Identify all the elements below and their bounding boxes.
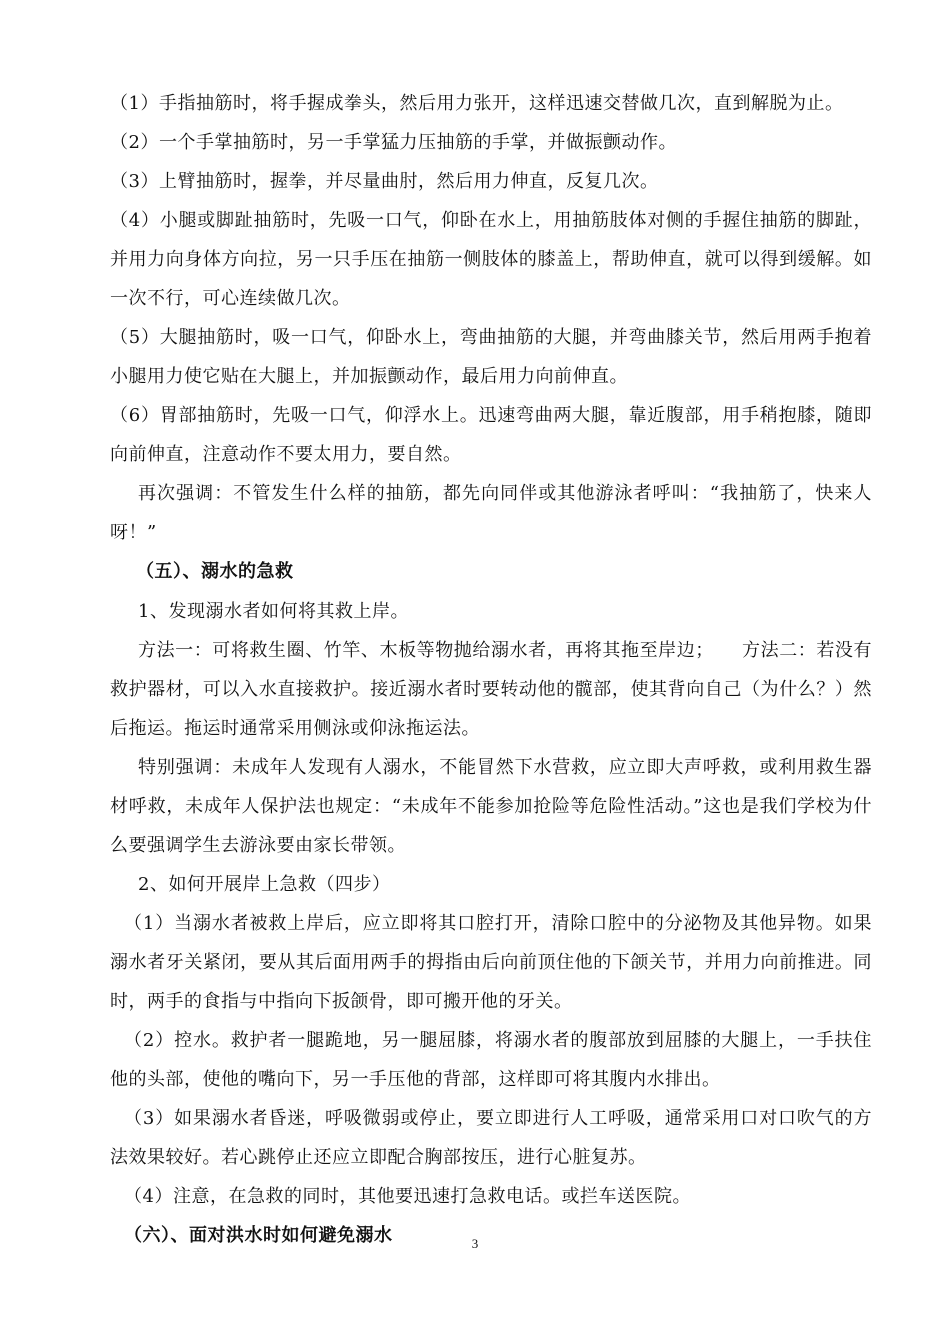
page-content xyxy=(110,84,872,1256)
rescue-methods-paragraph: 方法一：可将救生圈、竹竿、木板等物抛给溺水者，再将其拖至岸边； 方法二：若没有救护器材，可以入水直接救护。接近溺水者时要转动他的髋部，使其背向自己（为什么？）然后拖运。拖运时通常采用侧泳或仰泳拖运法。 xyxy=(110,640,872,739)
cramp-palm-paragraph: （2）一个手掌抽筋时，另一手掌猛力压抽筋的手掌，并做振颤动作。 xyxy=(110,132,677,153)
first-aid-step-1: （1）当溺水者被救上岸后，应立即将其口腔打开，清除口腔中的分泌物及其他异物。如果溺水者牙关紧闭，要从其后面用两手的拇指由后向前顶住他的下颌关节，并用力向前推进。同时，两手的食指与中指向下扳颌骨，即可搬开他的牙关。 xyxy=(110,913,872,1012)
first-aid-step-2: （2）控水。救护者一腿跪地，另一腿屈膝，将溺水者的腹部放到屈膝的大腿上，一手扶住他的头部，使他的嘴向下，另一手压他的背部，这样即可将其腹内水排出。 xyxy=(110,1030,872,1090)
cramp-thigh-paragraph: （5）大腿抽筋时，吸一口气，仰卧水上，弯曲抽筋的大腿，并弯曲膝关节，然后用两手抱着小腿用力使它贴在大腿上，并加振颤动作，最后用力向前伸直。 xyxy=(110,327,872,387)
cramp-finger-paragraph: （1）手指抽筋时，将手握成拳头，然后用力张开，这样迅速交替做几次，直到解脱为止。 xyxy=(110,93,844,114)
section-5-heading: （五）、溺水的急救 xyxy=(136,561,294,582)
cramp-upper-arm-paragraph: （3）上臂抽筋时，握拳，并尽量曲肘，然后用力伸直，反复几次。 xyxy=(110,171,659,192)
section-6-heading: （六）、面对洪水时如何避免溺水 xyxy=(124,1225,393,1246)
page-number: 3 xyxy=(471,1236,479,1251)
cramp-calf-paragraph: （4）小腿或脚趾抽筋时，先吸一口气，仰卧在水上，用抽筋肢体对侧的手握住抽筋的脚趾，并用力向身体方向拉，另一只手压在抽筋一侧肢体的膝盖上，帮助伸直，就可以得到缓解。如一次不行，可心连续做几次。 xyxy=(110,210,872,309)
rescue-subheading-1: 1、发现溺水者如何将其救上岸。 xyxy=(138,601,409,622)
minor-warning-paragraph: 特别强调：未成年人发现有人溺水，不能冒然下水营救，应立即大声呼救，或利用救生器材呼救，未成年人保护法也规定：“未成年不能参加抢险等危险性活动。”这也是我们学校为什么要强调学生去游泳要由家长带领。 xyxy=(110,757,872,856)
first-aid-step-3: （3）如果溺水者昏迷，呼吸微弱或停止，要立即进行人工呼吸，通常采用口对口吹气的方法效果较好。若心跳停止还应立即配合胸部按压，进行心脏复苏。 xyxy=(110,1108,872,1168)
cramp-stomach-paragraph: （6）胃部抽筋时，先吸一口气，仰浮水上。迅速弯曲两大腿，靠近腹部，用手稍抱膝，随即向前伸直，注意动作不要太用力，要自然。 xyxy=(110,405,872,465)
rescue-subheading-2: 2、如何开展岸上急救（四步） xyxy=(138,874,391,895)
first-aid-step-4: （4）注意，在急救的同时，其他要迅速打急救电话。或拦车送医院。 xyxy=(124,1186,691,1207)
cramp-reminder-paragraph: 再次强调：不管发生什么样的抽筋，都先向同伴或其他游泳者呼叫：“我抽筋了，快来人呀！” xyxy=(110,483,872,543)
